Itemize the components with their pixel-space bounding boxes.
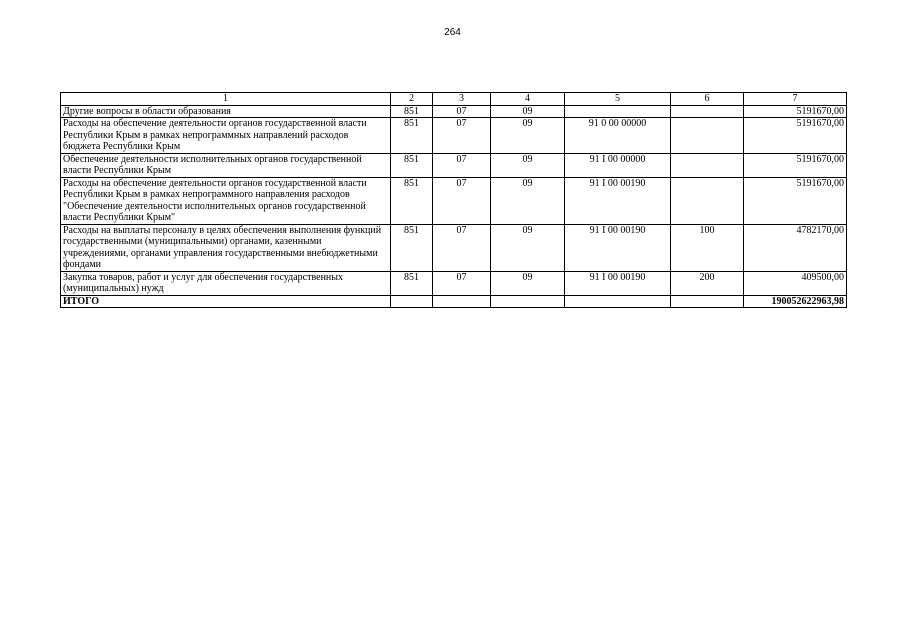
budget-table: [60, 92, 847, 308]
header-col-4: 4: [491, 93, 565, 106]
row-rz: 07: [433, 153, 491, 177]
total-empty-cell: [565, 295, 671, 308]
table-row: [61, 224, 847, 271]
row-amount: 5191670,00: [744, 118, 847, 154]
row-csr: 91 I 00 00000: [565, 153, 671, 177]
row-ved: 851: [391, 177, 433, 224]
row-vr: [671, 153, 744, 177]
row-pr: 09: [491, 105, 565, 118]
row-amount: 5191670,00: [744, 177, 847, 224]
row-rz: 07: [433, 177, 491, 224]
row-name: Расходы на обеспечение деятельности органов государственной власти Республики Крым в рамках непрограммных направлений расходов бюджета Республики Крым: [61, 118, 391, 154]
row-csr: [565, 105, 671, 118]
row-name: Другие вопросы в области образования: [61, 105, 391, 118]
row-vr: 200: [671, 271, 744, 295]
row-name: Обеспечение деятельности исполнительных органов государственной власти Республики Крым: [61, 153, 391, 177]
header-col-7: 7: [744, 93, 847, 106]
row-amount: 4782170,00: [744, 224, 847, 271]
row-pr: 09: [491, 118, 565, 154]
row-name: Расходы на обеспечение деятельности органов государственной власти Республики Крым в рамках непрограммного направления расходов "Обеспечение деятельности исполнительных органов государственной власти Республики Крым": [61, 177, 391, 224]
total-empty-cell: [671, 295, 744, 308]
table-row: [61, 177, 847, 224]
row-ved: 851: [391, 118, 433, 154]
row-amount: 5191670,00: [744, 153, 847, 177]
total-row: [61, 295, 847, 308]
header-row: [61, 93, 847, 106]
row-rz: 07: [433, 271, 491, 295]
row-vr: [671, 177, 744, 224]
total-label: ИТОГО: [61, 295, 391, 308]
table-row: [61, 153, 847, 177]
header-col-2: 2: [391, 93, 433, 106]
header-col-5: 5: [565, 93, 671, 106]
row-pr: 09: [491, 177, 565, 224]
table-row: [61, 105, 847, 118]
total-empty-cell: [391, 295, 433, 308]
row-pr: 09: [491, 271, 565, 295]
row-rz: 07: [433, 224, 491, 271]
page-number: 264: [444, 27, 461, 38]
row-pr: 09: [491, 224, 565, 271]
row-ved: 851: [391, 271, 433, 295]
row-ved: 851: [391, 105, 433, 118]
row-name: Расходы на выплаты персоналу в целях обеспечения выполнения функций государственными (муниципальными) органами, казенными учреждениями, органами управления государственными внебюджетными фондами: [61, 224, 391, 271]
row-vr: [671, 105, 744, 118]
table-row: [61, 118, 847, 154]
row-amount: 409500,00: [744, 271, 847, 295]
row-csr: 91 0 00 00000: [565, 118, 671, 154]
row-ved: 851: [391, 224, 433, 271]
header-col-6: 6: [671, 93, 744, 106]
table-row: [61, 271, 847, 295]
row-rz: 07: [433, 105, 491, 118]
row-csr: 91 I 00 00190: [565, 224, 671, 271]
row-vr: 100: [671, 224, 744, 271]
row-name: Закупка товаров, работ и услуг для обеспечения государственных (муниципальных) нужд: [61, 271, 391, 295]
row-pr: 09: [491, 153, 565, 177]
header-col-3: 3: [433, 93, 491, 106]
row-amount: 5191670,00: [744, 105, 847, 118]
row-rz: 07: [433, 118, 491, 154]
header-col-1: 1: [61, 93, 391, 106]
total-amount: 190052622963,98: [744, 295, 847, 308]
row-csr: 91 I 00 00190: [565, 271, 671, 295]
row-ved: 851: [391, 153, 433, 177]
row-csr: 91 I 00 00190: [565, 177, 671, 224]
total-empty-cell: [491, 295, 565, 308]
total-empty-cell: [433, 295, 491, 308]
row-vr: [671, 118, 744, 154]
